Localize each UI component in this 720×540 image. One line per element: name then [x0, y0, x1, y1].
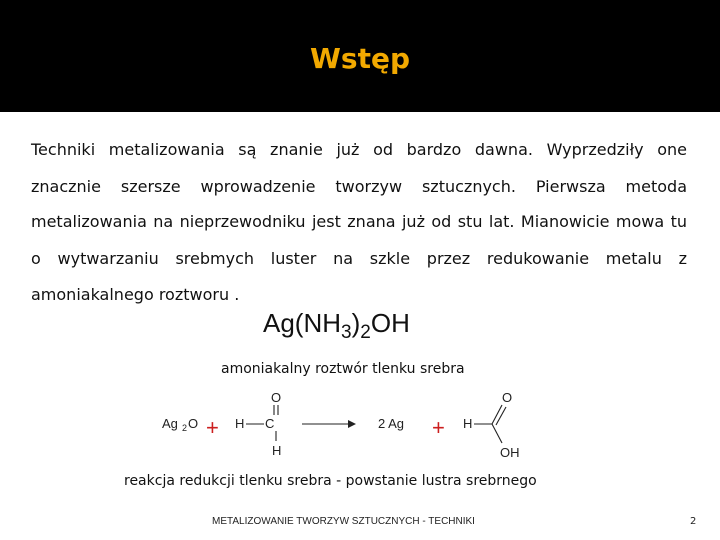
formula-ammonia-complex [263, 308, 410, 344]
bond-c-oh [492, 424, 502, 443]
reaction-scheme [150, 385, 540, 460]
formic-acid-h: H [463, 416, 473, 431]
reactant-o: O [188, 416, 199, 431]
product-silver: 2 Ag [378, 416, 405, 431]
formaldehyde-oxygen: O [271, 390, 282, 405]
formula-part-ag: Ag(NH [263, 308, 342, 338]
formula-sub-3: 3 [341, 322, 352, 343]
formaldehyde-carbon: C [265, 416, 275, 431]
page-number: 2 [690, 516, 697, 527]
bond-c-o-2 [496, 407, 506, 425]
formaldehyde-h-bottom: H [272, 443, 282, 458]
formaldehyde-h-left: H [235, 416, 245, 431]
plus-sign-1: + [206, 415, 219, 440]
formula-part-oh: OH [370, 308, 410, 338]
reactant-ag-subscript: 2 [182, 423, 188, 433]
paragraph-line-4: o wytwarzaniu srebmych luster na szkle przez redukowanie metalu z [31, 249, 687, 268]
paragraph-line-2: znacznie szersze wprowadzenie tworzyw sztucznych. Pierwsza metoda [31, 177, 687, 196]
slide-title: Wstęp [310, 42, 410, 75]
paragraph-line-3: metalizowania na nieprzewodniku jest znana już od stu lat. Mianowicie mowa tu [31, 212, 687, 231]
reaction-arrow-head [348, 420, 356, 428]
formic-acid-oxygen: O [502, 390, 513, 405]
footer-text: METALIZOWANIE TWORZYW SZTUCZNYCH - TECHNIKI [212, 516, 475, 527]
formula-part-paren: ) [351, 308, 361, 338]
reaction-caption: reakcja redukcji tlenku srebra - powstanie lustra srebrnego [124, 473, 537, 489]
formula-caption: amoniakalny roztwór tlenku srebra [221, 361, 465, 377]
formula-sub-2: 2 [360, 322, 371, 343]
formic-acid-oh: OH [500, 445, 520, 460]
reactant-ag: Ag [162, 416, 178, 431]
title-bar [0, 0, 720, 112]
plus-sign-2: + [432, 415, 445, 440]
paragraph-line-1: Techniki metalizowania są znanie już od bardzo dawna. Wyprzedziły one [31, 140, 687, 159]
bond-c-o-1 [492, 405, 502, 424]
paragraph-line-5: amoniakalnego roztworu . [31, 285, 240, 304]
